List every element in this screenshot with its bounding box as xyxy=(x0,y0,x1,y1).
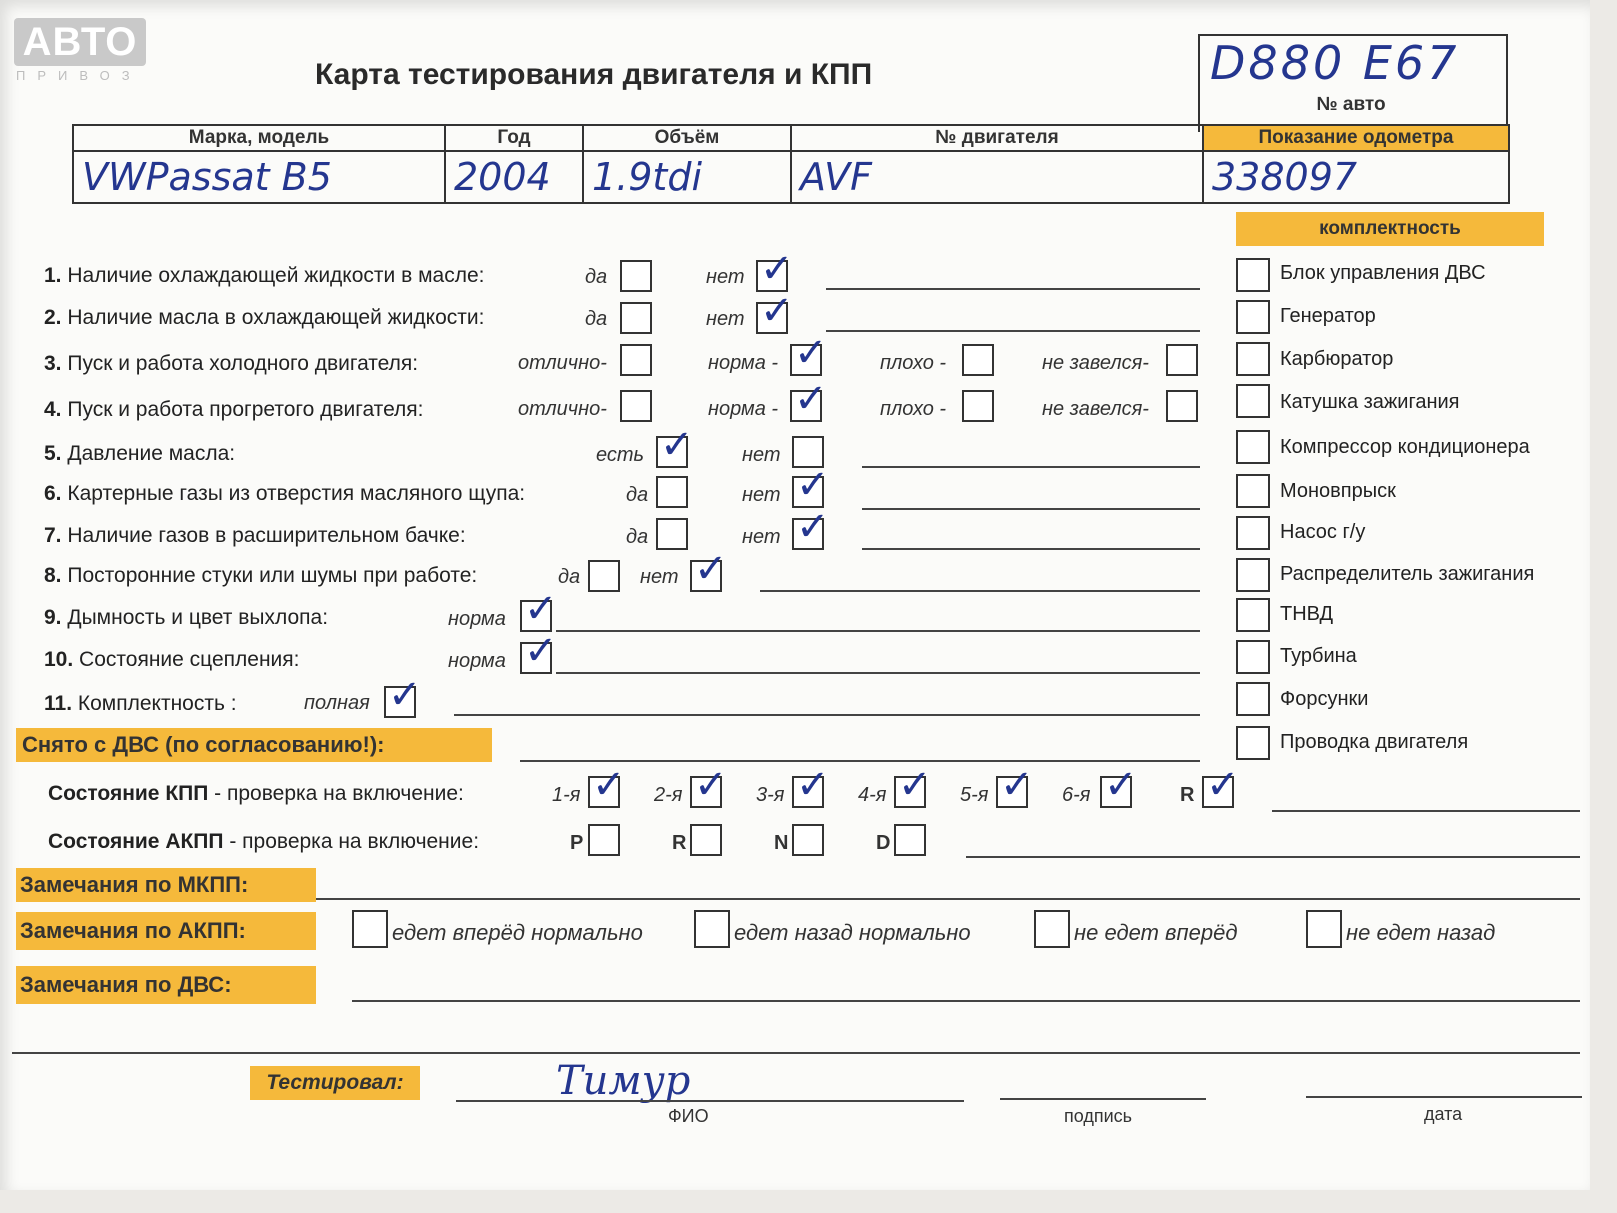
checkbox-no[interactable] xyxy=(756,302,788,334)
item-9 xyxy=(44,606,328,630)
item-text: Наличие охлаждающей жидкости в масле: xyxy=(67,264,485,287)
gear-checkbox[interactable] xyxy=(996,776,1028,808)
remarks-dvs-title: Замечания по ДВС: xyxy=(16,966,316,1004)
tested-label: Тестировал: xyxy=(250,1066,420,1100)
akpp-opt-label: не едет назад xyxy=(1346,920,1496,945)
kit-label: Моновпрыск xyxy=(1280,480,1396,502)
opt-label: норма - xyxy=(708,352,779,374)
akpp-opt-label: едет вперёд нормально xyxy=(392,920,643,945)
vehicle-header-table xyxy=(72,124,1510,204)
item-3 xyxy=(44,352,418,376)
opt-label: есть xyxy=(596,444,645,466)
item-number: 2. xyxy=(44,306,62,329)
item-text: Пуск и работа прогретого двигателя: xyxy=(67,398,424,421)
opt-label: норма xyxy=(448,650,506,672)
akpp-label-bold: Состояние АКПП xyxy=(48,830,224,853)
mode-checkbox[interactable] xyxy=(588,824,620,856)
checkbox-present[interactable] xyxy=(656,436,688,468)
mode-checkbox[interactable] xyxy=(690,824,722,856)
opt-label: нет xyxy=(742,484,781,506)
checkbox-yes[interactable] xyxy=(620,302,652,334)
item-11 xyxy=(44,692,237,716)
item-number: 9. xyxy=(44,606,62,629)
gear-checkbox[interactable] xyxy=(690,776,722,808)
date-caption: дата xyxy=(1424,1104,1463,1124)
item-number: 11. xyxy=(44,692,73,715)
item-number: 7. xyxy=(44,524,62,547)
remarks-mkpp-title: Замечания по МКПП: xyxy=(16,868,316,902)
plate-label: № авто xyxy=(1316,94,1386,115)
checkbox-yes[interactable] xyxy=(656,518,688,550)
checkbox-yes[interactable] xyxy=(656,476,688,508)
sign-line xyxy=(1000,1098,1206,1100)
akpp-opt-checkbox[interactable] xyxy=(1034,910,1070,948)
opt-label: да xyxy=(626,526,649,548)
kit-checkbox[interactable] xyxy=(1236,682,1270,716)
opt-label: не завелся- xyxy=(1042,352,1149,374)
fio-caption: ФИО xyxy=(668,1106,709,1126)
opt-label: да xyxy=(585,266,608,288)
col-year: Год xyxy=(445,125,583,151)
checkbox-yes[interactable] xyxy=(620,260,652,292)
gear-checkbox[interactable] xyxy=(588,776,620,808)
akpp-label-rest: - проверка на включение: xyxy=(223,830,480,853)
gear-label: 5-я xyxy=(960,784,989,806)
akpp-opt-label: едет назад нормально xyxy=(734,920,971,945)
col-volume: Объём xyxy=(583,125,791,151)
kpp-label-rest: - проверка на включение: xyxy=(208,782,464,805)
item-text: Картерные газы из отверстия масляного щупа: xyxy=(67,482,526,505)
mode-label: P xyxy=(570,832,584,854)
note-line xyxy=(760,590,1200,592)
note-line xyxy=(826,330,1200,332)
item-number: 6. xyxy=(44,482,62,505)
item-6 xyxy=(44,482,525,506)
checkbox-not-started[interactable] xyxy=(1166,344,1198,376)
logo-tagline: ПРИВОЗ xyxy=(16,68,142,83)
opt-label: да xyxy=(626,484,649,506)
opt-label: отлично- xyxy=(518,398,607,420)
item-7 xyxy=(44,524,466,548)
gear-checkbox[interactable] xyxy=(1100,776,1132,808)
kit-label: Карбюратор xyxy=(1280,348,1394,370)
item-number: 10. xyxy=(44,648,74,671)
mode-label: N xyxy=(774,832,789,854)
fio-line xyxy=(456,1100,964,1102)
kit-label: Насос г/у xyxy=(1280,521,1366,543)
note-line xyxy=(862,548,1200,550)
item-4 xyxy=(44,398,424,422)
note-line xyxy=(556,672,1200,674)
opt-label: плохо - xyxy=(880,398,947,420)
gear-label: R xyxy=(1180,784,1195,806)
item-2 xyxy=(44,306,484,330)
note-line xyxy=(454,714,1200,716)
kit-checkbox[interactable] xyxy=(1236,430,1270,464)
removed-title: Снято с ДВС (по согласованию!): xyxy=(16,728,492,762)
kit-checkbox[interactable] xyxy=(1236,474,1270,508)
checkbox-no[interactable] xyxy=(690,560,722,592)
item-number: 1. xyxy=(44,264,62,287)
kit-checkbox[interactable] xyxy=(1236,516,1270,550)
note-line xyxy=(966,856,1580,858)
item-text: Наличие газов в расширительном бачке: xyxy=(67,524,466,547)
kit-label: Компрессор кондиционера xyxy=(1280,436,1530,458)
note-line xyxy=(1272,810,1580,812)
checkbox-excellent[interactable] xyxy=(620,390,652,422)
checkbox-normal[interactable] xyxy=(790,344,822,376)
item-8 xyxy=(44,564,477,588)
checkbox-normal[interactable] xyxy=(520,642,552,674)
kit-checkbox[interactable] xyxy=(1236,300,1270,334)
akpp-opt-label: не едет вперёд xyxy=(1074,920,1238,945)
kit-checkbox[interactable] xyxy=(1236,598,1270,632)
item-number: 4. xyxy=(44,398,62,421)
gear-checkbox[interactable] xyxy=(1202,776,1234,808)
kit-label: Генератор xyxy=(1280,305,1376,327)
opt-label: отлично- xyxy=(518,352,607,374)
tester-signature: Тимур xyxy=(556,1058,691,1104)
opt-label: плохо - xyxy=(880,352,947,374)
checkbox-bad[interactable] xyxy=(962,344,994,376)
value-year[interactable]: 2004 xyxy=(445,151,583,203)
note-line xyxy=(826,288,1200,290)
kit-checkbox[interactable] xyxy=(1236,258,1270,292)
note-line xyxy=(352,1000,1580,1002)
mode-label: R xyxy=(672,832,687,854)
kit-label: Распределитель зажигания xyxy=(1280,563,1535,585)
kit-checkbox[interactable] xyxy=(1236,640,1270,674)
completeness-title: комплектность xyxy=(1236,212,1544,246)
gear-label: 1-я xyxy=(552,784,581,806)
akpp-opt-checkbox[interactable] xyxy=(694,910,730,948)
checkbox-normal[interactable] xyxy=(790,390,822,422)
kit-checkbox[interactable] xyxy=(1236,384,1270,418)
opt-label: норма - xyxy=(708,398,779,420)
item-text: Состояние сцепления: xyxy=(79,648,300,671)
checkbox-excellent[interactable] xyxy=(620,344,652,376)
kpp-label xyxy=(48,782,464,806)
checkbox-bad[interactable] xyxy=(962,390,994,422)
akpp-opt-checkbox[interactable] xyxy=(352,910,388,948)
avto-logo: АВТО xyxy=(14,18,146,66)
item-number: 8. xyxy=(44,564,62,587)
item-number: 5. xyxy=(44,442,62,465)
item-1 xyxy=(44,264,484,288)
gear-label: 4-я xyxy=(858,784,887,806)
note-line xyxy=(12,1052,1580,1054)
akpp-opt-checkbox[interactable] xyxy=(1306,910,1342,948)
kit-checkbox[interactable] xyxy=(1236,726,1270,760)
page-title: Карта тестирования двигателя и КПП xyxy=(315,58,873,91)
value-model[interactable]: VWPassat B5 xyxy=(73,151,445,203)
item-text: Комплектность : xyxy=(77,692,237,715)
akpp-label xyxy=(48,830,479,854)
plate-number: D880 E67 xyxy=(1210,36,1460,90)
kpp-label-bold: Состояние КПП xyxy=(48,782,209,805)
date-line xyxy=(1306,1096,1582,1098)
item-5 xyxy=(44,442,235,466)
kit-label: Проводка двигателя xyxy=(1280,731,1469,753)
mode-checkbox[interactable] xyxy=(894,824,926,856)
opt-label: нет xyxy=(742,444,781,466)
checkbox-not-started[interactable] xyxy=(1166,390,1198,422)
opt-label: полная xyxy=(304,692,370,714)
opt-label: нет xyxy=(706,308,745,330)
gear-label: 6-я xyxy=(1062,784,1091,806)
item-10 xyxy=(44,648,299,672)
item-text: Наличие масла в охлаждающей жидкости: xyxy=(67,306,485,329)
kit-label: Катушка зажигания xyxy=(1280,391,1460,413)
kit-label: Форсунки xyxy=(1280,688,1369,710)
item-text: Пуск и работа холодного двигателя: xyxy=(67,352,419,375)
note-line xyxy=(316,898,1580,900)
gear-label: 2-я xyxy=(654,784,683,806)
kit-label: Турбина xyxy=(1280,645,1357,667)
kit-checkbox[interactable] xyxy=(1236,342,1270,376)
opt-label: да xyxy=(585,308,608,330)
kit-label: ТНВД xyxy=(1280,603,1334,625)
item-text: Посторонние стуки или шумы при работе: xyxy=(67,564,478,587)
value-odometer[interactable]: 338097 xyxy=(1203,151,1509,203)
item-number: 3. xyxy=(44,352,62,375)
checkbox-no[interactable] xyxy=(792,518,824,550)
mode-label: D xyxy=(876,832,891,854)
checkbox-full[interactable] xyxy=(384,686,416,718)
note-line xyxy=(556,630,1200,632)
gear-checkbox[interactable] xyxy=(792,776,824,808)
checkbox-yes[interactable] xyxy=(588,560,620,592)
note-line xyxy=(862,508,1200,510)
col-engine-number: № двигателя xyxy=(791,125,1203,151)
value-volume[interactable]: 1.9tdi xyxy=(583,151,791,203)
item-text: Давление масла: xyxy=(67,442,236,465)
opt-label: не завелся- xyxy=(1042,398,1149,420)
item-text: Дымность и цвет выхлопа: xyxy=(67,606,329,629)
col-model: Марка, модель xyxy=(73,125,445,151)
opt-label: нет xyxy=(640,566,679,588)
mode-checkbox[interactable] xyxy=(792,824,824,856)
kit-label: Блок управления ДВС xyxy=(1280,262,1486,284)
gear-checkbox[interactable] xyxy=(894,776,926,808)
col-odometer: Показание одометра xyxy=(1203,125,1509,151)
note-line xyxy=(862,466,1200,468)
kit-checkbox[interactable] xyxy=(1236,558,1270,592)
remarks-akpp-title: Замечания по АКПП: xyxy=(16,912,316,950)
value-engine-number[interactable]: AVF xyxy=(791,151,1203,203)
gear-label: 3-я xyxy=(756,784,785,806)
sign-caption: подпись xyxy=(1064,1106,1133,1126)
opt-label: нет xyxy=(706,266,745,288)
opt-label: да xyxy=(558,566,581,588)
opt-label: нет xyxy=(742,526,781,548)
opt-label: норма xyxy=(448,608,506,630)
